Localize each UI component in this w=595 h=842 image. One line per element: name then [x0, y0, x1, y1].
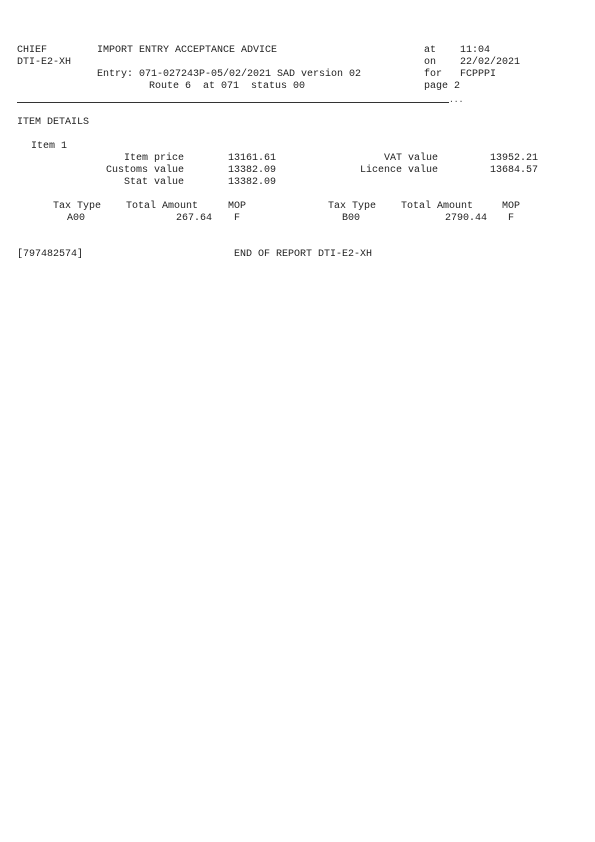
- tax-type-2: B00: [342, 213, 361, 224]
- total-amount-1: 267.64: [175, 213, 212, 224]
- section-title: ITEM DETAILS: [17, 117, 90, 128]
- report-time: 11:04: [460, 45, 491, 56]
- mop-2: F: [508, 213, 515, 224]
- item-label: Item 1: [31, 141, 68, 152]
- licence-value: 13684.57: [489, 165, 538, 176]
- stat-value: 13382.09: [228, 177, 277, 188]
- stat-value-label: Stat value: [123, 177, 184, 188]
- report-reference: [797482574]: [17, 249, 84, 260]
- tax-type-1: A00: [67, 213, 86, 224]
- header-divider-tail: ...: [449, 96, 464, 105]
- on-label: on: [424, 57, 437, 68]
- customs-value: 13382.09: [228, 165, 277, 176]
- licence-value-label: Licence value: [359, 165, 438, 176]
- header-divider: [17, 102, 449, 103]
- total-amount-header-1: Total Amount: [126, 201, 199, 212]
- customs-value-label: Customs value: [105, 165, 184, 176]
- route-line: Route 6 at 071 status 00: [149, 81, 306, 92]
- total-amount-2: 2790.44: [444, 213, 487, 224]
- tax-type-header-1: Tax Type: [53, 201, 102, 212]
- mop-header-1: MOP: [228, 201, 247, 212]
- report-code: DTI-E2-XH: [17, 57, 72, 68]
- at-label: at: [424, 45, 437, 56]
- entry-line: Entry: 071-027243P-05/02/2021 SAD version 02: [97, 69, 362, 80]
- for-value: FCPPPI: [460, 69, 497, 80]
- for-label: for: [424, 69, 443, 80]
- item-price-value: 13161.61: [228, 153, 277, 164]
- end-of-report: END OF REPORT DTI-E2-XH: [234, 249, 373, 260]
- system-name: CHIEF: [17, 45, 48, 56]
- vat-value-label: VAT value: [383, 153, 438, 164]
- report-date: 22/02/2021: [460, 57, 521, 68]
- mop-1: F: [234, 213, 241, 224]
- vat-value: 13952.21: [489, 153, 538, 164]
- page-number: page 2: [424, 81, 461, 92]
- tax-type-header-2: Tax Type: [328, 201, 377, 212]
- item-price-label: Item price: [123, 153, 184, 164]
- total-amount-header-2: Total Amount: [401, 201, 474, 212]
- mop-header-2: MOP: [502, 201, 521, 212]
- report-title: IMPORT ENTRY ACCEPTANCE ADVICE: [97, 45, 278, 56]
